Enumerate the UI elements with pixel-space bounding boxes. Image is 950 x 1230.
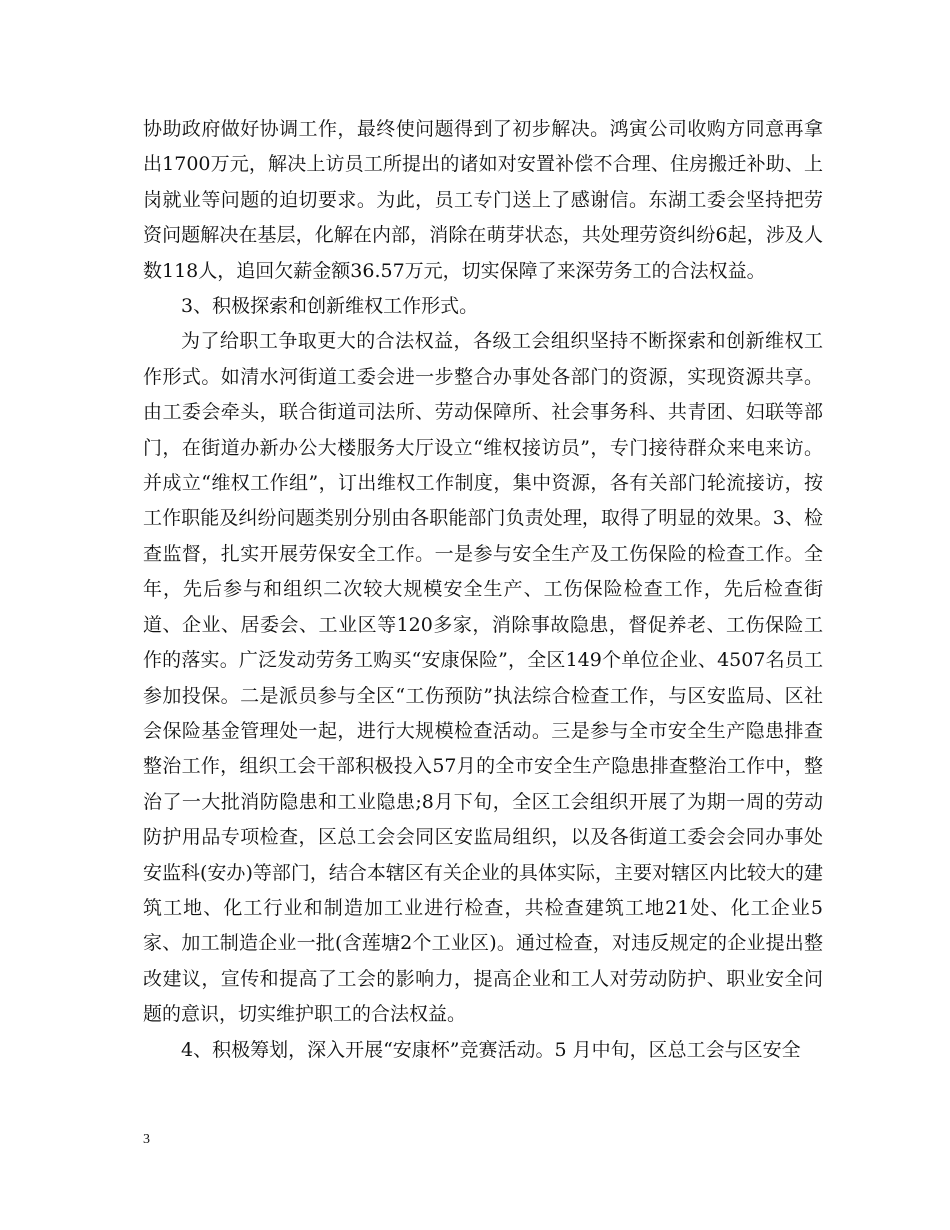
paragraph-4: 4、积极筹划，深入开展“安康杯”竞赛活动。5 月中旬，区总工会与区安全 [181, 1038, 801, 1061]
paragraph-1: 协助政府做好协调工作，最终使问题得到了初步解决。鸿寅公司收购方同意再拿出1700万元，解决上访员工所提出的诸如对安置补偿不合理、住房搬迁补助、上岗就业等问题的迫切要求。为此，员工专门送上了感谢信。东湖工委会坚持把劳资问题解决在基层，化解在内部，消除在萌芽状态，共处理劳资纠纷6起，涉及人数118人，追回欠薪金额36.57万元，切实保障了来深劳务工的合法权益。 [143, 118, 823, 282]
paragraph-3: 为了给职工争取更大的合法权益，各级工会组织坚持不断探索和创新维权工作形式。如清水河街道工委会进一步整合办事处各部门的资源，实现资源共享。由工委会牵头，联合街道司法所、劳动保障所、社会事务科、共青团、妇联等部门，在街道办新办公大楼服务大厅设立“维权接访员”，专门接待群众来电来访。并成立“维权工作组”，订出维权工作制度，集中资源，各有关部门轮流接访，按工作职能及纠纷问题类别分别由各职能部门负责处理，取得了明显的效果。3、检查监督，扎实开展劳保安全工作。一是参与安全生产及工伤保险的检查工作。全年，先后参与和组织二次较大规模安全生产、工伤保险检查工作，先后检查街道、企业、居委会、工业区等120多家，消除事故隐患，督促养老、工伤保险工作的落实。广泛发动劳务工购买“安康保险”，全区149个单位企业、4507名员工参加投保。二是派员参与全区“工伤预防”执法综合检查工作，与区安监局、区社会保险基金管理处一起，进行大规模检查活动。三是参与全市安全生产隐患排查整治工作，组织工会干部积极投入57月的全市安全生产隐患排查整治工作中，整治了一大批消防隐患和工业隐患;8月下旬，全区工会组织开展了为期一周的劳动防护用品专项检查，区总工会会同区安监局组织，以及各街道工委会会同办事处安监科(安办)等部门，结合本辖区有关企业的具体实际，主要对辖区内比较大的建筑工地、化工行业和制造加工业进行检查，共检查建筑工地21处、化工企业5家、加工制造企业一批(含莲塘2个工业区)。通过检查，对违反规定的企业提出整改建议，宣传和提高了工会的影响力，提高企业和工人对劳动防护、职业安全问题的意识，切实维护职工的合法权益。 [143, 330, 823, 1026]
paragraph-2-heading: 3、积极探索和创新维权工作形式。 [181, 295, 479, 318]
page-number: 3 [143, 1132, 150, 1147]
document-body [143, 112, 823, 1068]
